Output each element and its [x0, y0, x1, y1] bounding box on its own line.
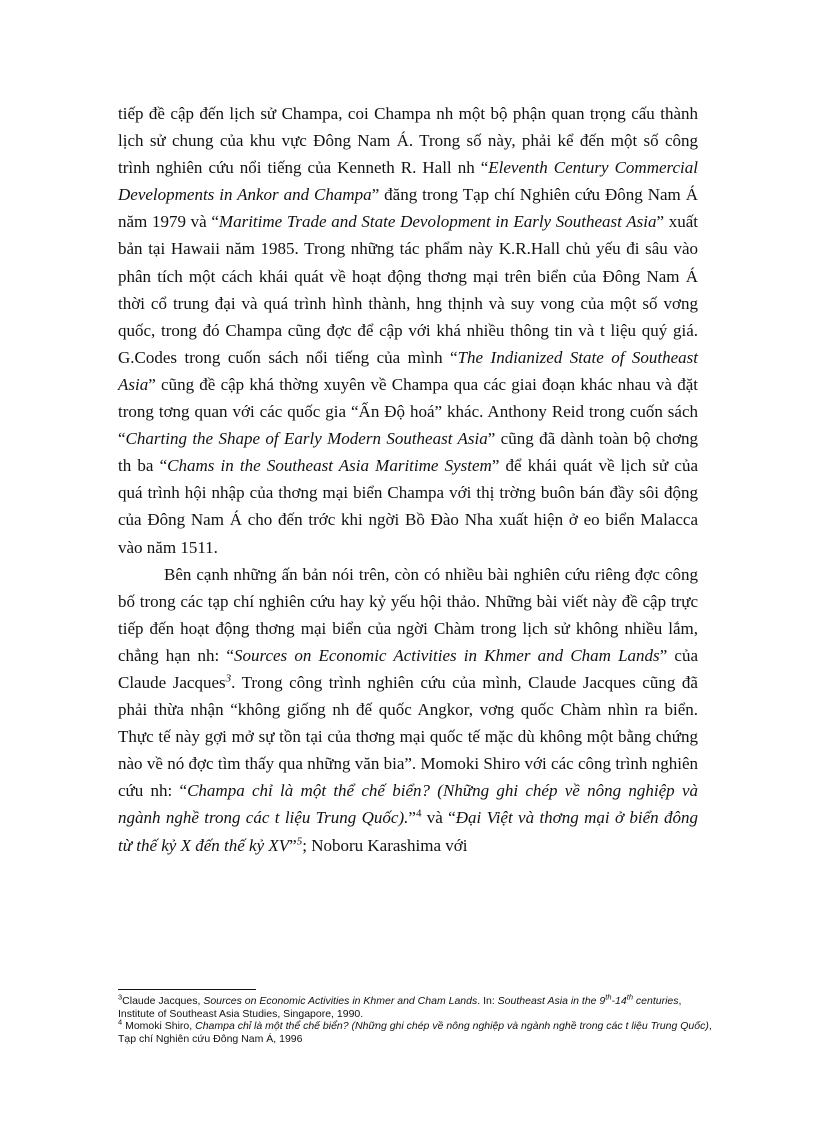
footnote-book: centuries	[633, 995, 679, 1007]
text-run: . Trong công trình nghiên cứu của mình, Claude Jacques cũng đã phải thừa nhận “không giống nh đế quốc Angkor, vơng quốc Chàm nhìn ra biển. Thực tế này gợi mở sự tồn tại của thơng mại quốc tế mặc dù không một bằng chứng nào về nó đợc tìm thấy qua những văn bia”. Momoki Shiro với các công trình nghiên cứu nh: “	[118, 672, 698, 801]
text-run: ; Noboru Karashima với	[302, 835, 468, 855]
footnote-text: Momoki Shiro,	[122, 1020, 196, 1032]
footnote-separator	[118, 989, 256, 990]
footnote-text: . In:	[477, 995, 498, 1007]
work-title: Maritime Trade and State Devolopment in Early Southeast Asia	[218, 212, 657, 232]
text-run: ” của Claude Jacques	[118, 645, 699, 692]
footnote-ref[interactable]: 3	[225, 672, 232, 685]
text-run: tiếp đề cập đến lịch sử Champa, coi Champa nh một bộ phận quan trọng cấu thành lịch sử chung của khu vực Đông Nam Á. Trong số này, phải kể đến một số công trình nghiên cứu nổi tiếng của Kenneth R. Hall nh “	[118, 104, 698, 178]
work-title: Sources on Economic Activities in Khmer and Cham Lands	[233, 645, 660, 665]
body-text	[118, 100, 698, 859]
text-run: và “	[421, 808, 456, 828]
work-title: Champa chỉ là một thể chế biển? (Những ghi chép về nông nghiệp và ngành nghề trong các t liệu Trung Quốc).	[118, 781, 698, 828]
work-title: Eleventh Century Commercial Developments in Ankor and Champa	[118, 158, 698, 205]
footnote-text: Claude Jacques,	[122, 995, 204, 1007]
footnote-text: , Institute of Southeast Asia Studies, Singapore, 1990.	[118, 995, 682, 1020]
footnote-text: , Tạp chí Nghiên cứu Đông Nam Á, 1996	[118, 1020, 712, 1045]
footnote-ordinal: th	[605, 992, 612, 1002]
work-title: Charting the Shape of Early Modern Southeast Asia	[125, 429, 488, 449]
footnote-4	[118, 1017, 718, 1045]
text-run: ” đăng trong Tạp chí Nghiên cứu Đông Nam Á năm 1979 và “	[118, 185, 699, 232]
footnote-3	[118, 992, 718, 1020]
work-title: Chams in the Southeast Asia Maritime System	[167, 456, 492, 476]
footnote-ref[interactable]: 5	[296, 834, 303, 847]
footnote-book: Southeast Asia in the 9	[497, 995, 606, 1007]
footnote-mark: 3	[118, 992, 123, 1002]
footnote-book: -14	[611, 995, 627, 1007]
text-run: ”	[408, 808, 416, 828]
text-run: ” cũng đề cập khá thờng xuyên về Champa qua các giai đoạn khác nhau và đặt trong tơng quan với các quốc gia “Ấn Độ hoá” khác. Anthony Reid trong cuốn sách “	[118, 374, 698, 449]
text-run: ” xuất bản tại Hawaii năm 1985. Trong những tác phẩm này K.R.Hall chủ yếu đi sâu vào phân tích một cách khái quát về hoạt động thơng mại trên biển của Đông Nam Á thời cổ trung đại và quá trình hình thành, hng thịnh và suy vong của một số vơng quốc, trong đó Champa cũng đợc để cập với khá nhiều thông tin và t liệu quý giá. G.Codes trong cuốn sách nổi tiếng của mình “	[118, 212, 698, 367]
work-title: Đại Việt và thơng mại ở biển đông từ thế kỷ X đến thế kỷ XV	[118, 808, 698, 855]
text-run: ”	[289, 835, 297, 855]
paragraph-2	[118, 561, 698, 859]
footnote-title: Sources on Economic Activities in Khmer and Cham Lands	[203, 995, 478, 1007]
paragraph-1	[118, 100, 698, 561]
text-run: ” cũng đã dành toàn bộ chơng th ba “	[118, 429, 698, 476]
footnotes	[118, 992, 718, 1045]
text-run: ” để khái quát về lịch sử của quá trình hội nhập của thơng mại biển Champa với thị trờng buôn bán đầy sôi động của Đông Nam Á cho đến trớc khi ngời Bồ Đào Nha xuất hiện ở eo biển Malacca vào năm 1511.	[118, 456, 698, 557]
footnote-mark: 4	[118, 1017, 123, 1027]
work-title: The Indianized State of Southeast Asia	[118, 347, 698, 394]
text-run: Bên cạnh những ấn bản nói trên, còn có nhiều bài nghiên cứu riêng đợc công bố trong các tạp chí nghiên cứu hay kỷ yếu hội thảo. Những bài viết này đề cập trực tiếp đến hoạt động thơng mại biển của ngời Chàm trong lịch sử không nhiều lắm, chẳng hạn nh: “	[118, 564, 698, 665]
footnote-ordinal: th	[626, 992, 633, 1002]
footnote-ref[interactable]: 4	[415, 807, 422, 820]
footnote-title: Champa chỉ là một thể chế biển? (Những ghi chép về nông nghiệp và ngành nghề trong các t liệu Trung Quốc)	[195, 1020, 709, 1032]
